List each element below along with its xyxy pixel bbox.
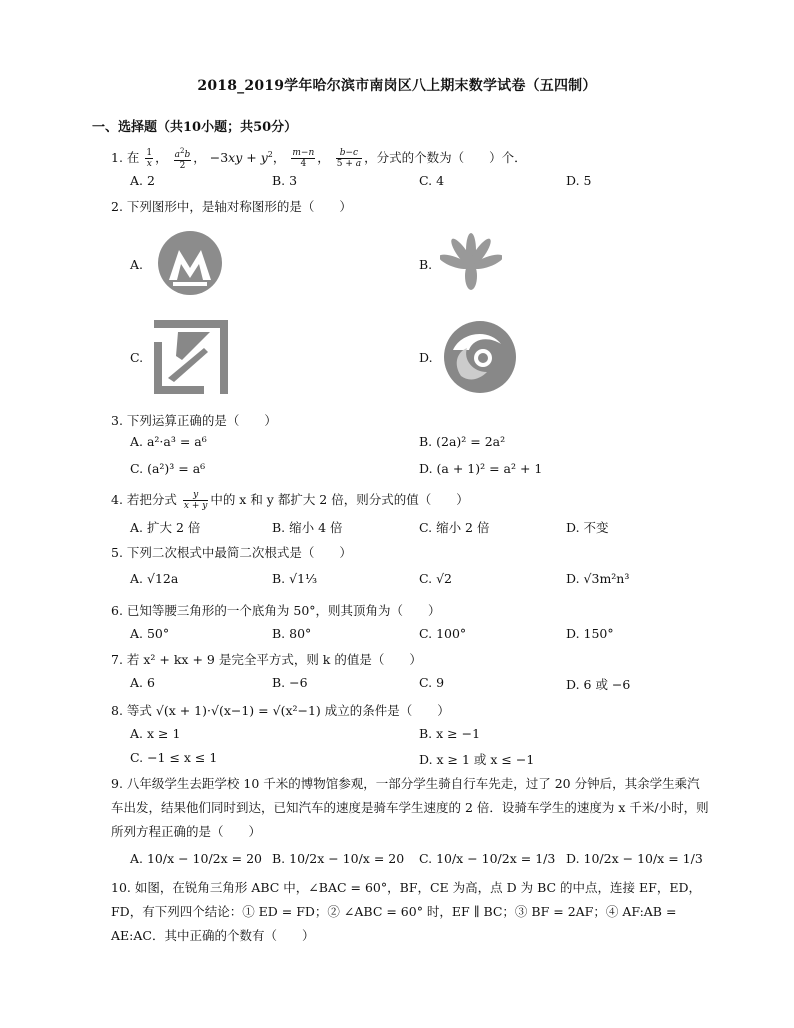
q5-option-c[interactable]: C. √2: [419, 571, 452, 586]
q4-option-c[interactable]: C. 缩小 2 倍: [419, 520, 490, 535]
q5-option-a[interactable]: A. √12a: [130, 571, 179, 586]
q1-option-c[interactable]: C. 4: [419, 173, 445, 188]
q1-option-b[interactable]: B. 3: [272, 173, 298, 188]
question-7: 7. 若 x² + kx + 9 是完全平方式，则 k 的值是（ ）: [111, 652, 422, 667]
expression-polynomial: $-3xy + y^2$: [209, 149, 273, 165]
question-6: 6. 已知等腰三角形的一个底角为 50°，则其顶角为（ ）: [111, 603, 441, 618]
question-prefix: 4. 若把分式: [111, 492, 177, 507]
question-10: 10. 如图，在锐角三角形 ABC 中，∠BAC = 60°，BF，CE 为高，点 D 为 BC 的中点，连接 EF，ED，FD，有下列四个结论：① ED = FD；② ∠ABC = 60° 时，EF ∥ BC；③ BF = 2AF；④ AF:AB = AE:AC．其中正确的个数有（ ）: [111, 880, 701, 943]
question-9: 9. 八年级学生去距学校 10 千米的博物馆参观，一部分学生骑自行车先走，过了 20 分钟后，其余学生乘汽车出发，结果他们同时到达，已知汽车的速度是骑车学生速度的 2 倍．设骑车学生的速度为 x 千米/小时，则所列方程正确的是（ ）: [111, 776, 709, 839]
q7-option-b[interactable]: B. −6: [272, 675, 308, 690]
q3-option-a[interactable]: A. a²·a³ = a⁶: [130, 434, 207, 449]
q3-option-d[interactable]: D. (a + 1)² = a² + 1: [419, 461, 543, 476]
exam-title: 2018_2019学年哈尔滨市南岗区八上期末数学试卷（五四制）: [197, 78, 597, 94]
question-8: 8. 等式 √(x + 1)·√(x−1) = √(x²−1) 成立的条件是（ ）: [111, 703, 450, 718]
fraction-1-over-x: $\frac{1}{x}$: [146, 148, 153, 169]
q8-option-a[interactable]: A. x ≥ 1: [130, 726, 181, 741]
q1-option-a[interactable]: A. 2: [130, 173, 155, 188]
question-tail: ，分式的个数为（ ）个．: [364, 150, 527, 165]
question-3: 3. 下列运算正确的是（ ）: [111, 413, 277, 428]
q3-option-c[interactable]: C. (a²)³ = a⁶: [130, 461, 206, 476]
q4-option-b[interactable]: B. 缩小 4 倍: [272, 520, 343, 535]
q7-option-d[interactable]: D. 6 或 −6: [566, 677, 631, 692]
q2-option-a-label[interactable]: A.: [130, 257, 144, 272]
fraction-m-minus-n-over-4: $\frac{m-n}{4}$: [292, 148, 315, 169]
q4-option-a[interactable]: A. 扩大 2 倍: [130, 520, 201, 535]
q9-option-c[interactable]: C. 10/x − 10/2x = 1/3: [419, 851, 556, 866]
mcdonald-like-logo-icon[interactable]: [157, 230, 223, 296]
question-prefix: 在: [126, 150, 140, 165]
q6-option-c[interactable]: C. 100°: [419, 626, 467, 641]
q7-option-a[interactable]: A. 6: [130, 675, 155, 690]
q2-option-c-label[interactable]: C.: [130, 350, 144, 365]
q5-option-d[interactable]: D. √3m²n³: [566, 571, 630, 586]
q8-option-c[interactable]: C. −1 ≤ x ≤ 1: [130, 750, 218, 765]
question-number: 1.: [111, 150, 123, 165]
q3-option-b[interactable]: B. (2a)² = 2a²: [419, 434, 506, 449]
fraction-b-minus-c-over-5-plus-a: $\frac{b-c}{5 + a}$: [336, 148, 362, 169]
question-2: 2. 下列图形中，是轴对称图形的是（ ）: [111, 199, 352, 214]
q6-option-a[interactable]: A. 50°: [130, 626, 170, 641]
question-tail: 中的 x 和 y 都扩大 2 倍，则分式的值（ ）: [210, 492, 469, 507]
q9-option-b[interactable]: B. 10/2x − 10/x = 20: [272, 851, 405, 866]
q8-option-b[interactable]: B. x ≥ −1: [419, 726, 481, 741]
q6-option-b[interactable]: B. 80°: [272, 626, 312, 641]
q8-option-d[interactable]: D. x ≥ 1 或 x ≤ −1: [419, 752, 535, 767]
question-1: 1. 在 $\frac{1}{x}$ ， $\frac{a^2b}{2}$ ， $-3xy + y^2$， $\frac{m-n}{4}$ ， $\frac{b-c}{5 + a}$ ，分式的个数为（ ）个．: [111, 147, 527, 171]
swirl-circle-icon[interactable]: [443, 320, 517, 394]
petal-fan-logo-icon[interactable]: [440, 232, 502, 294]
fraction-y-over-x-plus-y: $\frac{y}{x + y}$: [183, 490, 208, 511]
q2-option-b-label[interactable]: B.: [419, 257, 433, 272]
pinwheel-square-icon[interactable]: [152, 318, 232, 396]
q5-option-b[interactable]: B. √1⅓: [272, 571, 318, 586]
question-4: [111, 490, 469, 511]
q6-option-d[interactable]: D. 150°: [566, 626, 614, 641]
q9-option-d[interactable]: D. 10/2x − 10/x = 1/3: [566, 851, 703, 866]
q9-option-a[interactable]: A. 10/x − 10/2x = 20: [130, 851, 263, 866]
section-heading: 一、选择题（共10小题；共50分）: [92, 120, 298, 135]
q1-option-d[interactable]: D. 5: [566, 173, 592, 188]
q7-option-c[interactable]: C. 9: [419, 675, 445, 690]
q2-option-d-label[interactable]: D.: [419, 350, 433, 365]
question-5: 5. 下列二次根式中最简二次根式是（ ）: [111, 545, 352, 560]
q4-option-d[interactable]: D. 不变: [566, 520, 609, 535]
fraction-a2b-over-2: $\frac{a^2b}{2}$: [174, 147, 191, 171]
